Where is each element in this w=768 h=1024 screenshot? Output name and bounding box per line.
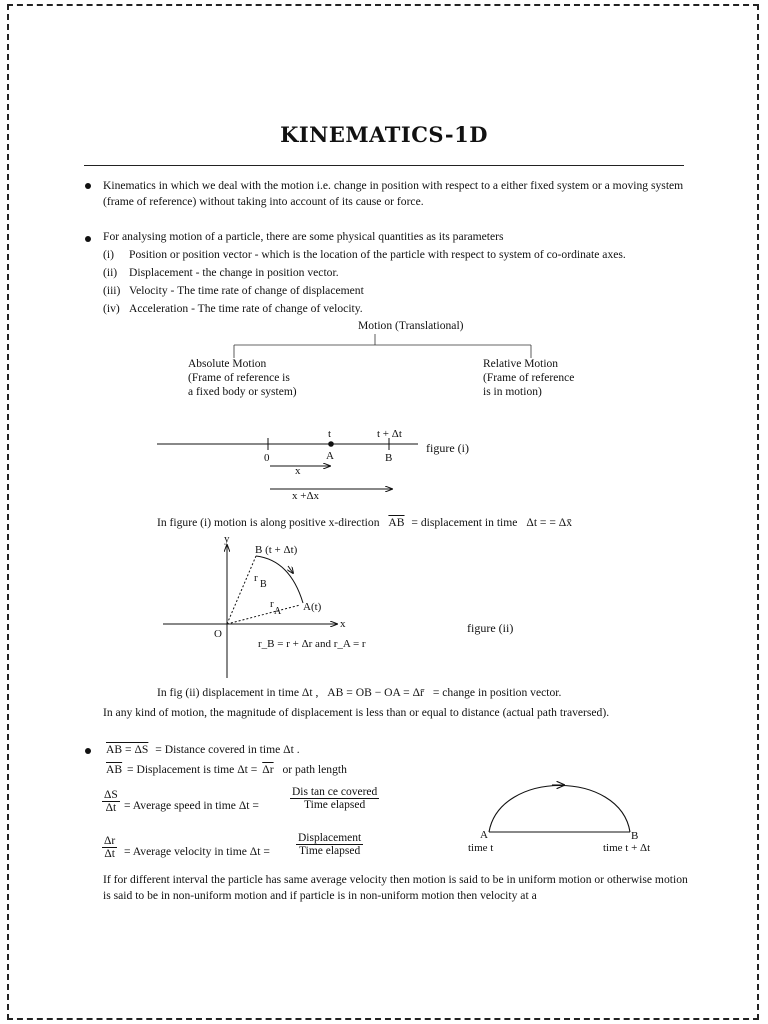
figure-2-rb-sub: B	[260, 579, 267, 590]
frac-den: Δt	[104, 848, 115, 860]
figure-2-ra-label: r	[270, 598, 274, 610]
figure-1-label: figure (i)	[426, 441, 469, 455]
list-number: (iv)	[103, 302, 120, 315]
closing-paragraph: If for different interval the particle has same average velocity then motion is said to be in uniform motion or otherwise motion is said to be in non-uniform motion and if particle is in non-uniform motion then velocity at a	[103, 873, 688, 902]
caption-text: = change in position vector.	[432, 686, 562, 699]
caption-text: In figure (i) motion is along positive x-direction	[157, 516, 380, 529]
arc-time-b: time t + Δt	[603, 842, 651, 854]
frac-num: ΔS	[104, 789, 118, 801]
frac-num: Displacement	[298, 832, 362, 844]
frac-num: Δr	[104, 835, 116, 847]
s3-ab: AB = ΔS	[106, 743, 149, 756]
arc-path	[489, 786, 630, 833]
tree-left-line: (Frame of reference is	[188, 372, 290, 384]
caption-text: Δt = = Δx̄	[526, 516, 573, 529]
figure-1-time: t + Δt	[377, 428, 402, 440]
figure-2-label: figure (ii)	[467, 621, 514, 635]
note-line: In any kind of motion, the magnitude of displacement is less than or equal to distance (actual path traversed).	[103, 706, 610, 719]
figure-2-point-a: A(t)	[303, 601, 322, 613]
caption-text: = displacement in time	[411, 516, 518, 529]
s3-ab-vec: $\overline{AB}$	[106, 763, 123, 776]
figure-2-origin: O	[214, 628, 222, 640]
figure-2-rb-label: r	[254, 572, 258, 584]
figure-2-point-b: B (t + Δt)	[255, 544, 298, 556]
bullet-text: For analysing motion of a particle, there are some physical quantities as its parameters	[103, 230, 504, 243]
arc-label-a: A	[480, 829, 488, 841]
list-text: Displacement - the change in position vector.	[129, 266, 339, 279]
tree-left-line: Absolute Motion	[188, 358, 267, 370]
caption-vector: $\overline{AB}$	[388, 516, 405, 529]
page-title: KINEMATICS-1D	[280, 122, 488, 147]
arc-time-a: time t	[468, 842, 494, 854]
s3-text: = Distance covered in time Δt .	[155, 743, 300, 756]
frac-den: Time elapsed	[304, 799, 366, 811]
figure-2-axis-y: y	[224, 533, 230, 545]
tree-right-line: Relative Motion	[483, 358, 559, 370]
frac-den: Δt	[105, 802, 117, 814]
figure-2-axis-x: x	[340, 618, 346, 630]
frac-num: Dis tan ce covered	[292, 786, 378, 798]
figure-1-time: t	[328, 428, 332, 440]
list-text: Position or position vector - which is the location of the particle with respect to system of co-ordinate axes.	[129, 248, 626, 261]
figure-1-tick-label: A	[326, 450, 334, 462]
figure-2-equation: r_B = r + Δr and r_A = r	[258, 638, 366, 650]
list-text: Acceleration - The time rate of change of velocity.	[129, 302, 363, 315]
speed-text: = Average speed in time Δt =	[124, 799, 259, 812]
list-number: (ii)	[103, 266, 118, 279]
tree-right-line: is in motion)	[483, 386, 542, 398]
figure-2-ra-sub: A	[274, 606, 282, 617]
caption-equation: AB = OB − OA = Δr̄	[327, 686, 424, 699]
bullet-text: Kinematics in which we deal with the motion i.e. change in position with respect to a either fixed system or a moving system (frame of reference) without taking into account of its cause or force.	[103, 179, 684, 208]
tree-right-line: (Frame of reference	[483, 372, 575, 384]
figure-1-arrow-label: x	[295, 465, 301, 477]
list-number: (i)	[103, 248, 114, 261]
arc-label-b: B	[631, 830, 639, 842]
figure-1-tick-label: B	[385, 452, 393, 464]
list-number: (iii)	[103, 284, 121, 297]
tree-root: Motion (Translational)	[358, 319, 464, 332]
s3-text: = Displacement is time Δt =	[127, 763, 258, 776]
s3-dr: $\overline{\Delta r}$	[262, 763, 274, 776]
s3-text: or path length	[282, 763, 347, 776]
caption-text: In fig (ii) displacement in time Δt ,	[157, 686, 319, 699]
frac-den: Time elapsed	[299, 845, 361, 857]
velocity-text: = Average velocity in time Δt =	[124, 845, 270, 858]
list-text: Velocity - The time rate of change of displacement	[129, 284, 364, 297]
figure-1-arrow-label: x +Δx	[292, 490, 320, 502]
tree-left-line: a fixed body or system)	[188, 386, 297, 398]
figure-1-tick-label: 0	[264, 452, 270, 464]
